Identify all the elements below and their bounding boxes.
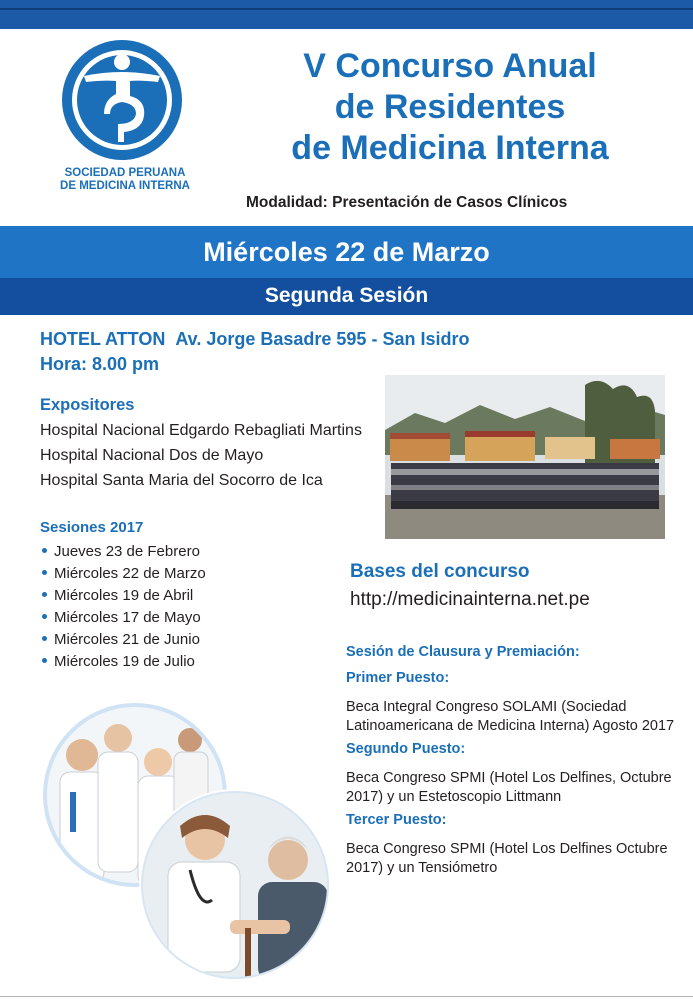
bases-heading: Bases del concurso: [350, 561, 530, 582]
sesion-date: Miércoles 22 de Marzo: [54, 565, 206, 582]
bullet-icon: [42, 592, 47, 597]
bases-url-link[interactable]: http://medicinainterna.net.pe: [350, 589, 590, 610]
first-prize-label: Primer Puesto:: [346, 670, 450, 686]
sesion-date: Miércoles 21 de Junio: [54, 631, 200, 648]
sesion-date: Jueves 23 de Febrero: [54, 543, 200, 560]
first-prize-text: Beca Integral Congreso SOLAMI (Sociedad Latinoamericana de Medicina Interna) Agosto 2017: [346, 699, 675, 734]
title-line1: V Concurso Anual: [303, 47, 597, 85]
sesion-item: [42, 585, 206, 607]
expositores-heading: Expositores: [40, 396, 135, 414]
venue-time: Hora: 8.00 pm: [40, 354, 160, 374]
second-prize-text: Beca Congreso SPMI (Hotel Los Delfines, Octubre 2017) y un Estetoscopio Littmann: [346, 770, 672, 805]
venue-hotel: HOTEL ATTON: [40, 329, 166, 349]
expositor-item: Hospital Santa Maria del Socorro de Ica: [40, 472, 323, 489]
sesiones-heading: Sesiones 2017: [40, 519, 144, 536]
bottom-rule: [0, 996, 693, 997]
bullet-icon: [42, 658, 47, 663]
third-prize-text: Beca Congreso SPMI (Hotel Los Delfines Octubre 2017) y un Tensiómetro: [346, 841, 668, 876]
spmi-logo-icon: [60, 38, 184, 162]
event-date: Miércoles 22 de Marzo: [203, 237, 490, 267]
sesion-date: Miércoles 19 de Abril: [54, 587, 194, 604]
sesion-date: Miércoles 17 de Mayo: [54, 609, 201, 626]
clausura-section: [346, 643, 676, 878]
modalidad-text: Modalidad: Presentación de Casos Clínicos: [246, 194, 568, 211]
org-name-line2: DE MEDICINA INTERNA: [60, 180, 190, 192]
poster-title: [205, 46, 693, 169]
expositores-list: [40, 418, 362, 493]
sesion-item: [42, 541, 206, 563]
doctors-photo-image: [40, 700, 340, 990]
second-prize-label: Segundo Puesto:: [346, 741, 466, 757]
sesiones-list: [42, 541, 206, 673]
sesion-item: [42, 563, 206, 585]
sesion-item: [42, 651, 206, 673]
event-session: Segunda Sesión: [264, 284, 429, 307]
venue-block: [40, 327, 469, 377]
organization-name: [40, 167, 210, 193]
bullet-icon: [42, 636, 47, 641]
expositor-item: Hospital Nacional Dos de Mayo: [40, 447, 264, 464]
clausura-heading: Sesión de Clausura y Premiación:: [346, 644, 580, 660]
bullet-icon: [42, 614, 47, 619]
org-name-line1: SOCIEDAD PERUANA: [64, 167, 186, 179]
group-photo-image: [385, 375, 665, 539]
venue-address: Av. Jorge Basadre 595 - San Isidro: [175, 329, 470, 349]
top-header-band: [0, 0, 693, 29]
sesion-item: [42, 607, 206, 629]
top-header-rule: [0, 8, 693, 10]
title-line2: de Residentes: [334, 88, 566, 126]
sesion-item: [42, 629, 206, 651]
bullet-icon: [42, 570, 47, 575]
title-line3: de Medicina Interna: [291, 129, 609, 167]
expositor-item: Hospital Nacional Edgardo Rebagliati Martins: [40, 422, 362, 439]
sesion-date: Miércoles 19 de Julio: [54, 653, 195, 670]
bullet-icon: [42, 548, 47, 553]
third-prize-label: Tercer Puesto:: [346, 812, 447, 828]
